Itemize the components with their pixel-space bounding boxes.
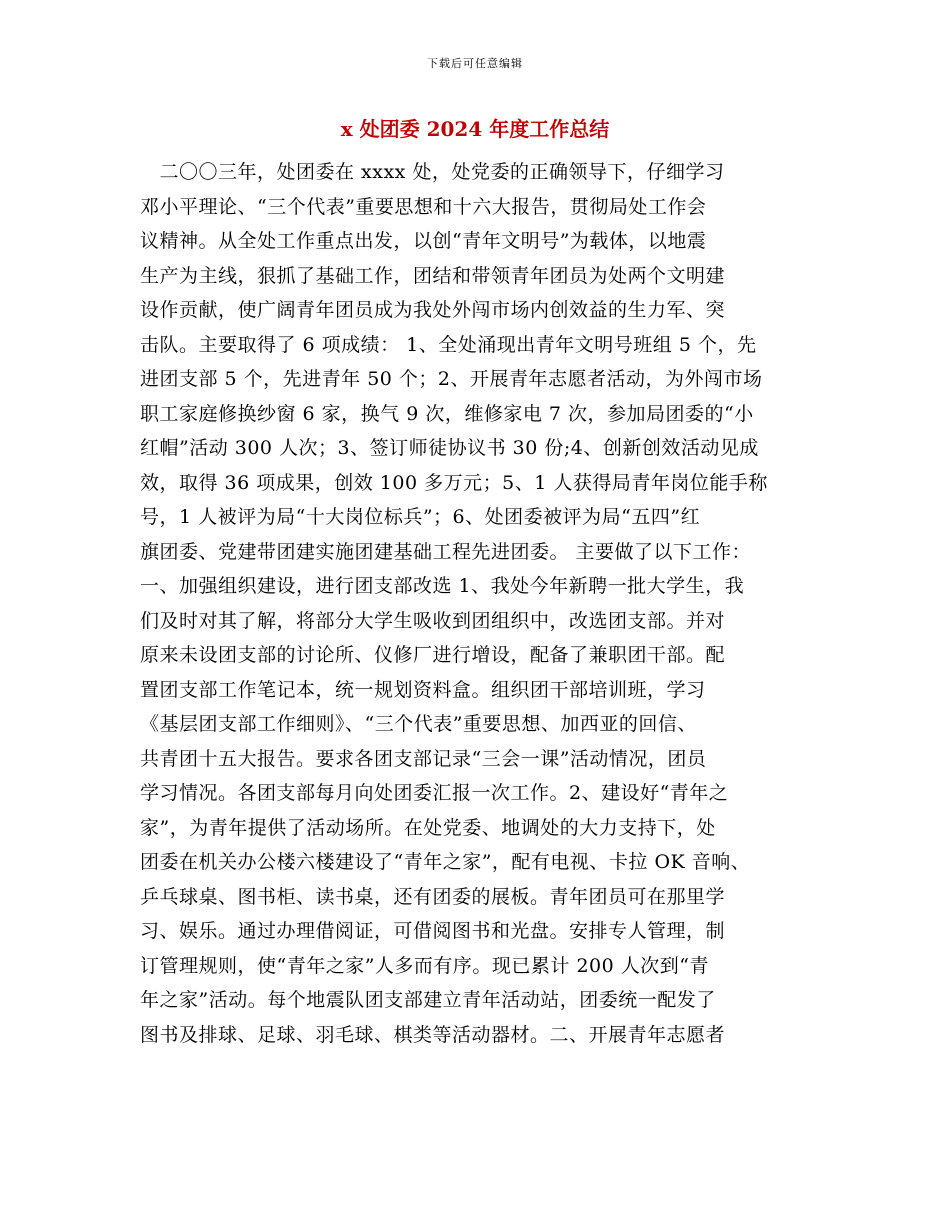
- body-line: 进团支部 5 个，先进青年 50 个；2、开展青年志愿者活动，为外闯市场: [140, 368, 763, 390]
- body-line: 击队。主要取得了 6 项成绩： 1、全处涌现出青年文明号班组 5 个，先: [140, 333, 757, 356]
- body-line: 红帽”活动 300 人次；3、签订师徒协议书 30 份;4、创新创效活动见成: [140, 437, 759, 459]
- body-line: 议精神。从全处工作重点出发，以创“青年文明号”为载体，以地震: [140, 230, 707, 252]
- body-line: 邓小平理论、“三个代表”重要思想和十六大报告，贯彻局处工作会: [140, 195, 707, 218]
- body-line: 《基层团支部工作细则》、“三个代表”重要思想、加西亚的回信、: [140, 713, 697, 735]
- document-body: [140, 155, 820, 1052]
- body-line: 订管理规则，使“青年之家”人多而有序。现已累计 200 人次到“青: [140, 954, 709, 977]
- body-line: 一、加强组织建设，进行团支部改选 1、我处今年新聘一批大学生，我: [140, 575, 745, 597]
- body-line: 生产为主线，狠抓了基础工作，团结和带领青年团员为处两个文明建: [140, 264, 726, 287]
- body-line: 年之家”活动。每个地震队团支部建立青年活动站，团委统一配发了: [140, 989, 716, 1011]
- body-line: 共青团十五大报告。要求各团支部记录“三会一课”活动情况，团员: [140, 747, 707, 770]
- body-line: 习、娱乐。通过办理借阅证，可借阅图书和光盘。安排专人管理，制: [140, 920, 726, 942]
- body-line: 团委在机关办公楼六楼建设了“青年之家”，配有电视、卡拉 OK 音响、: [140, 851, 751, 873]
- body-line: 设作贡献，使广阔青年团员成为我处外闯市场内创效益的生力军、突: [140, 299, 726, 321]
- body-line: 效，取得 36 项成果，创效 100 多万元；5、1 人获得局青年岗位能手称: [140, 471, 768, 494]
- body-line: 乒乓球桌、图书柜、读书桌，还有团委的展板。青年团员可在那里学: [140, 885, 726, 908]
- body-line: 家”，为青年提供了活动场所。在处党委、地调处的大力支持下，处: [140, 816, 716, 839]
- body-line: 号，1 人被评为局“十大岗位标兵”；6、处团委被评为局“五四”红: [140, 506, 701, 528]
- body-line: 置团支部工作笔记本，统一规划资料盒。组织团干部培训班，学习: [140, 678, 706, 701]
- body-line: 职工家庭修换纱窗 6 家，换气 9 次，维修家电 7 次，参加局团委的“小: [140, 402, 754, 425]
- body-line: 二〇〇三年，处团委在 xxxx 处，处党委的正确领导下，仔细学习: [140, 161, 725, 183]
- header-note: 下载后可任意编辑: [427, 57, 523, 70]
- body-line: 们及时对其了解，将部分大学生吸收到团组织中，改选团支部。并对: [140, 609, 726, 632]
- body-line: 图书及排球、足球、羽毛球、棋类等活动器材。二、开展青年志愿者: [140, 1023, 726, 1046]
- body-line: 旗团委、党建带团建实施团建基础工程先进团委。 主要做了以下工作：: [140, 540, 752, 563]
- body-line: 原来未设团支部的讨论所、仪修厂进行增设，配备了兼职团干部。配: [140, 644, 726, 666]
- body-line: 学习情况。各团支部每月向处团委汇报一次工作。2、建设好“青年之: [140, 782, 729, 804]
- document-title: x 处团委 2024 年度工作总结: [340, 117, 610, 141]
